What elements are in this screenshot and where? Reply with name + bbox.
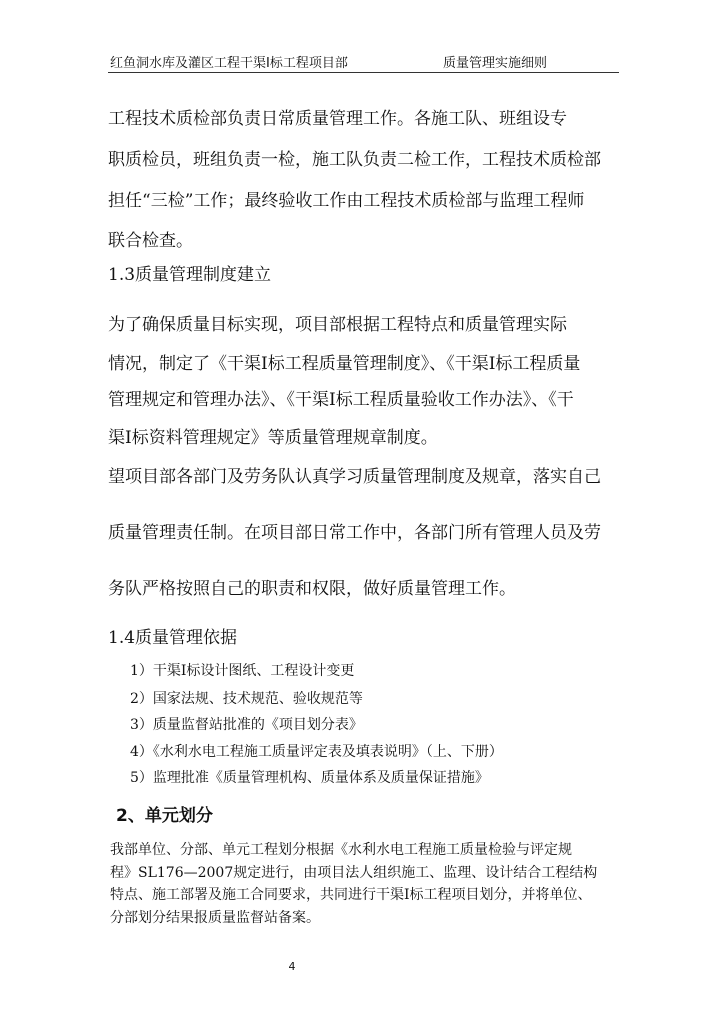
list-item: 3）质量监督站批准的《项目划分表》 [130,717,363,733]
paragraph-line: 职质检员，班组负责一检，施工队负责二检工作，工程技术质检部 [108,150,601,170]
page-header [108,50,619,73]
paragraph-line: 质量管理责任制。在项目部日常工作中，各部门所有管理人员及劳 [108,523,601,543]
list-item: 2）国家法规、技术规范、验收规范等 [130,691,363,707]
header-project-name: 红鱼洞水库及灌区工程干渠Ⅰ标工程项目部 [110,56,348,71]
paragraph-line: 管理规定和管理办法》、《干渠Ⅰ标工程质量验收工作办法》、《干 [108,390,574,410]
page-number: 4 [288,960,296,973]
section-heading-1-3: 1.3质量管理制度建立 [108,265,272,285]
paragraph-line: 联合检查。 [108,231,193,251]
paragraph-line: 特点、施工部署及施工合同要求，共同进行干渠Ⅰ标工程项目划分，并将单位、 [110,887,592,903]
paragraph-line: 程》SL176—2007规定进行，由项目法人组织施工、监理、设计结合工程结构 [110,865,598,881]
list-item: 5）监理批准《质量管理机构、质量体系及质量保证措施》 [130,770,489,786]
paragraph-line: 为了确保质量目标实现，项目部根据工程特点和质量管理实际 [108,315,567,335]
paragraph-line: 务队严格按照自己的职责和权限，做好质量管理工作。 [108,579,516,599]
paragraph-line: 担任“三检”工作；最终验收工作由工程技术质检部与监理工程师 [108,191,585,211]
paragraph-line: 渠Ⅰ标资料管理规定》等质量管理规章制度。 [108,428,438,448]
header-document-title: 质量管理实施细则 [443,56,548,71]
paragraph-line: 工程技术质检部负责日常质量管理工作。各施工队、班组设专 [108,109,567,129]
section-heading-1-4: 1.4质量管理依据 [108,628,238,648]
paragraph-line: 情况，制定了《干渠Ⅰ标工程质量管理制度》、《干渠Ⅰ标工程质量 [108,354,581,374]
paragraph-line: 望项目部各部门及劳务队认真学习质量管理制度及规章，落实自己 [108,467,601,487]
section-heading-2: 2、单元划分 [116,806,213,826]
paragraph-line: 我部单位、分部、单元工程划分根据《水利水电工程施工质量检验与评定规 [110,842,572,858]
list-item: 1）干渠Ⅰ标设计图纸、工程设计变更 [130,663,355,679]
paragraph-line: 分部划分结果报质量监督站备案。 [110,910,320,926]
list-item: 4）《水利水电工程施工质量评定表及填表说明》（上、下册） [130,744,503,760]
